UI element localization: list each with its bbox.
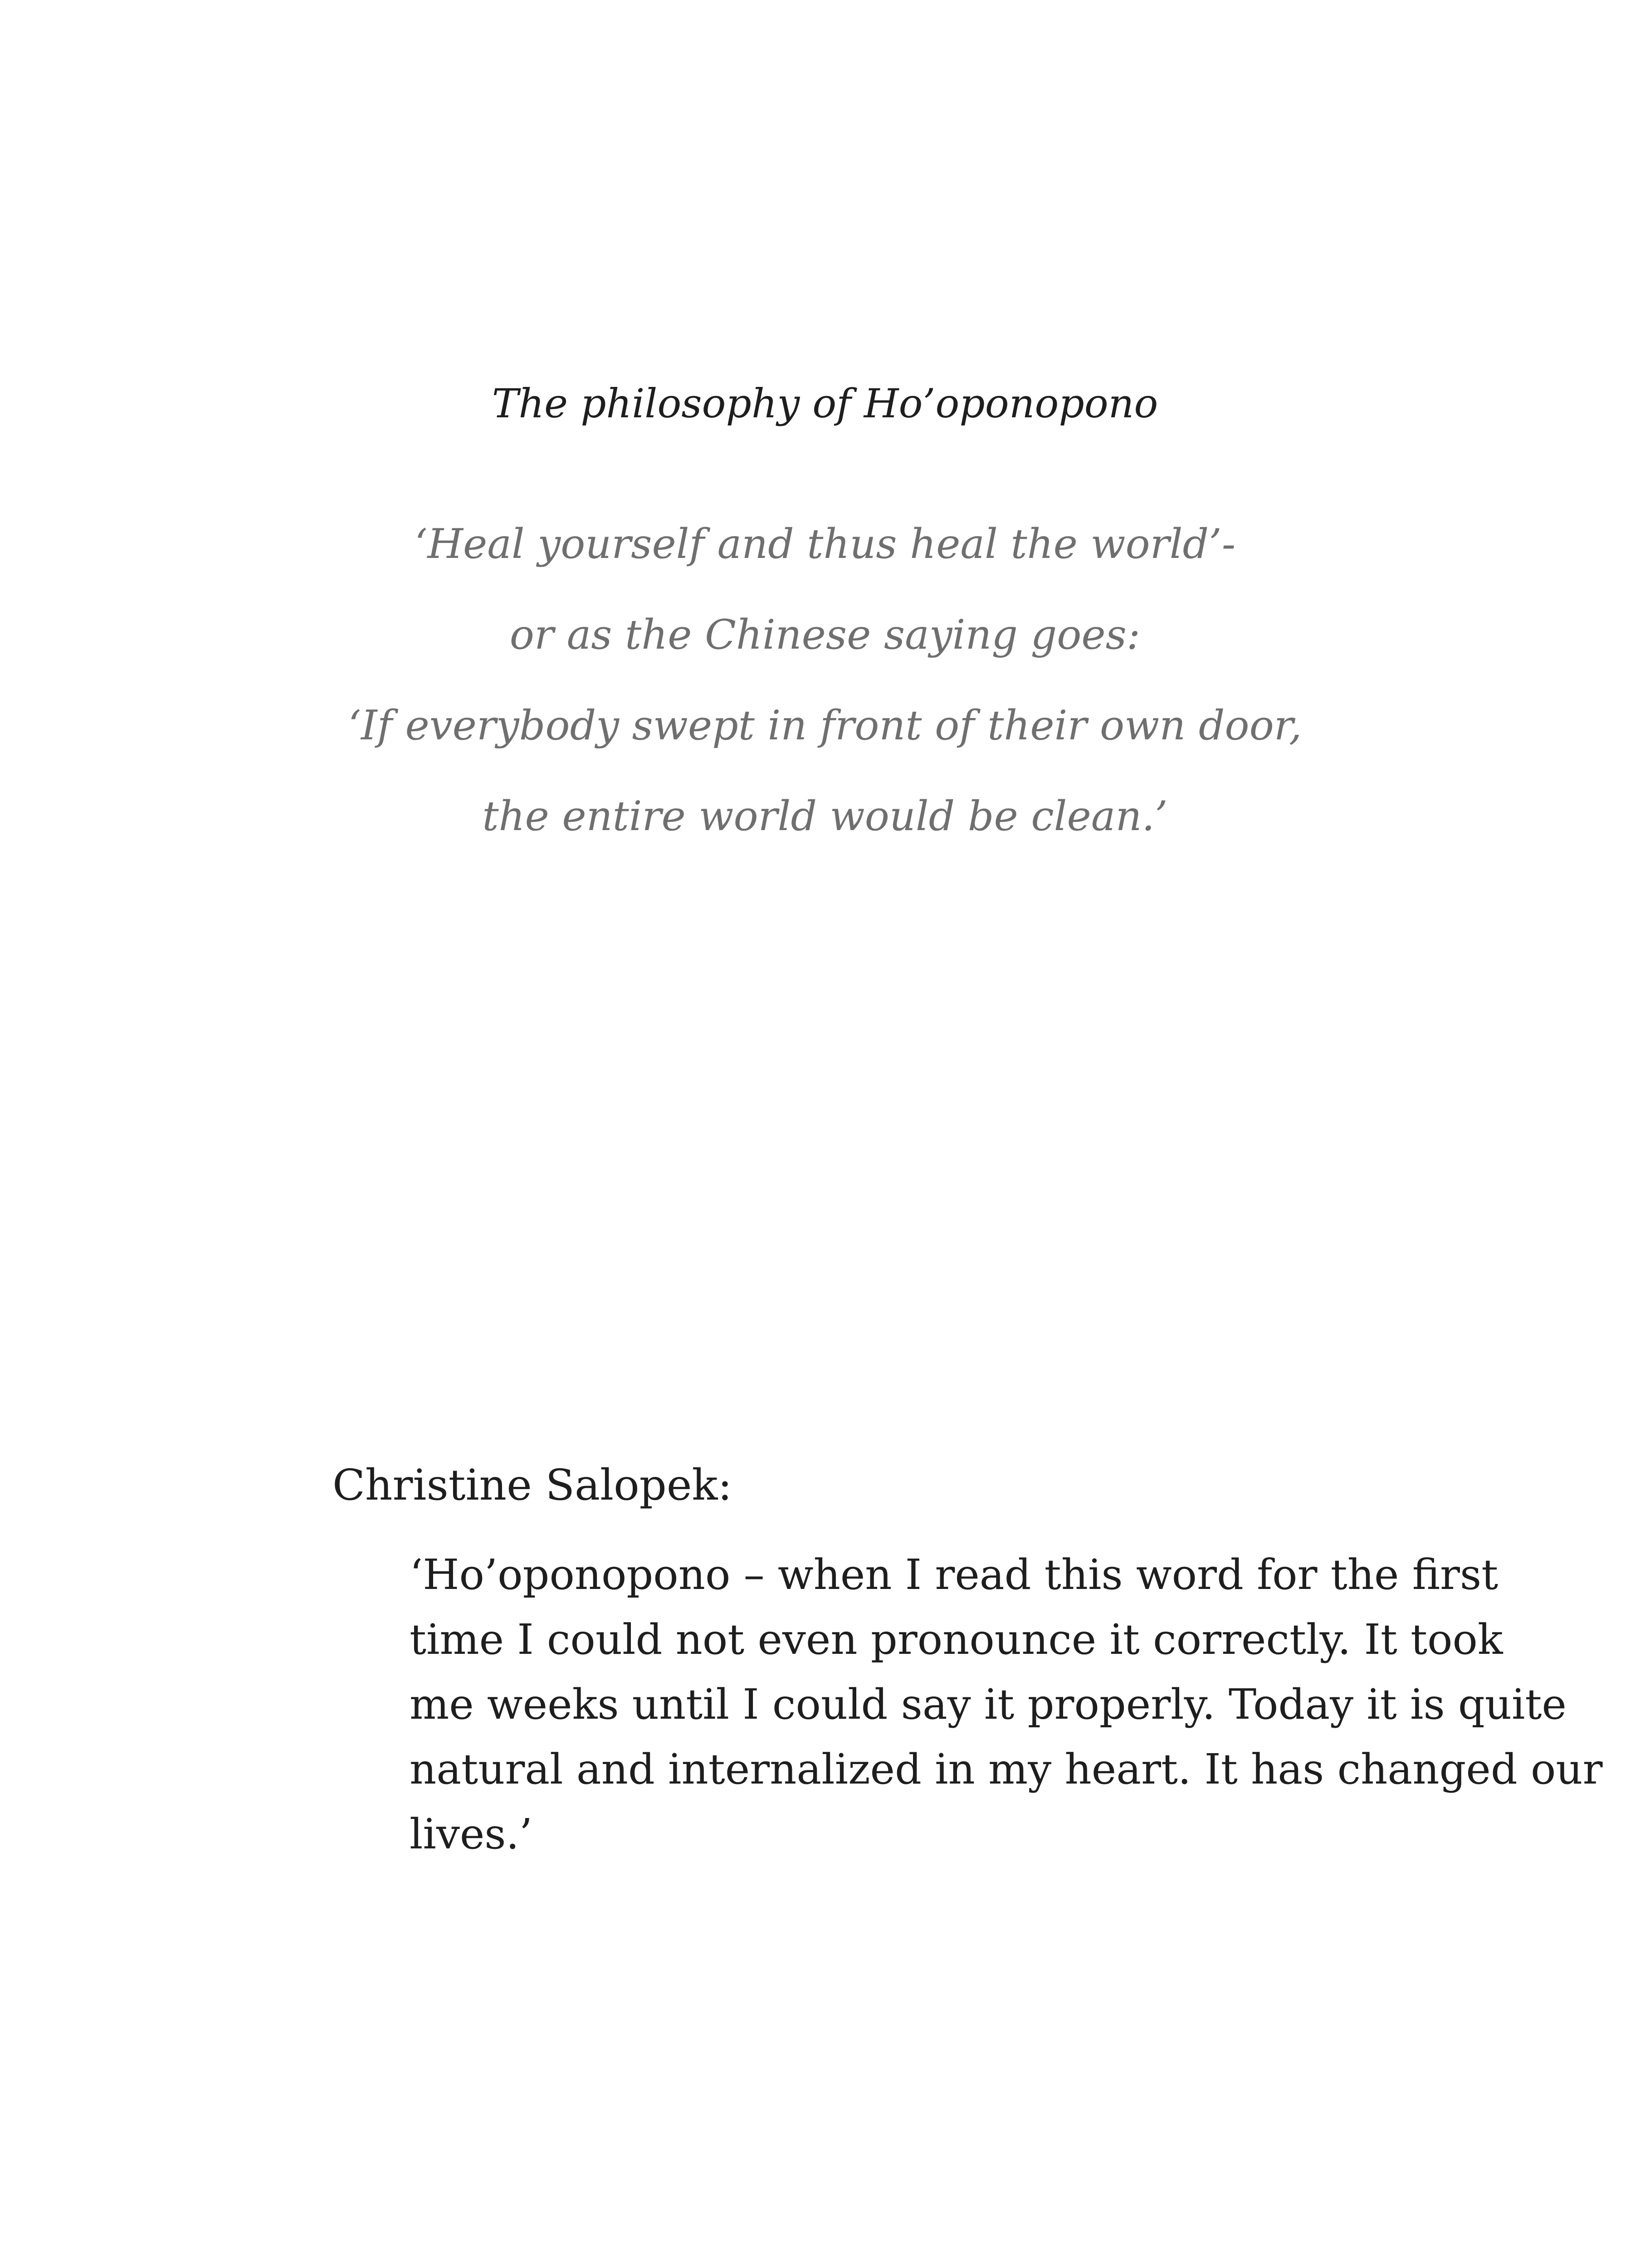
epigraph-line: the entire world would be clean.’ bbox=[482, 792, 1168, 840]
quote-line: ‘Ho’oponopono – when I read this word for the first bbox=[410, 1550, 1499, 1599]
epigraph-quote bbox=[0, 499, 1650, 862]
epigraph-line: ‘If everybody swept in front of their own door, bbox=[348, 702, 1302, 749]
quote-line: natural and internalized in my heart. It has changed our bbox=[410, 1745, 1603, 1794]
testimonial-quote bbox=[410, 1542, 1603, 1867]
quote-line: time I could not even pronounce it correctly. It took bbox=[410, 1615, 1503, 1664]
testimonial-speaker: Christine Salopek: bbox=[332, 1461, 732, 1510]
epigraph-line: ‘Heal yourself and thus heal the world’- bbox=[414, 520, 1236, 568]
page-title: The philosophy of Ho’oponopono bbox=[492, 380, 1158, 427]
epigraph-line: or as the Chinese saying goes: bbox=[509, 611, 1141, 659]
quote-line: lives.’ bbox=[410, 1810, 532, 1858]
quote-line: me weeks until I could say it properly. Today it is quite bbox=[410, 1680, 1567, 1729]
